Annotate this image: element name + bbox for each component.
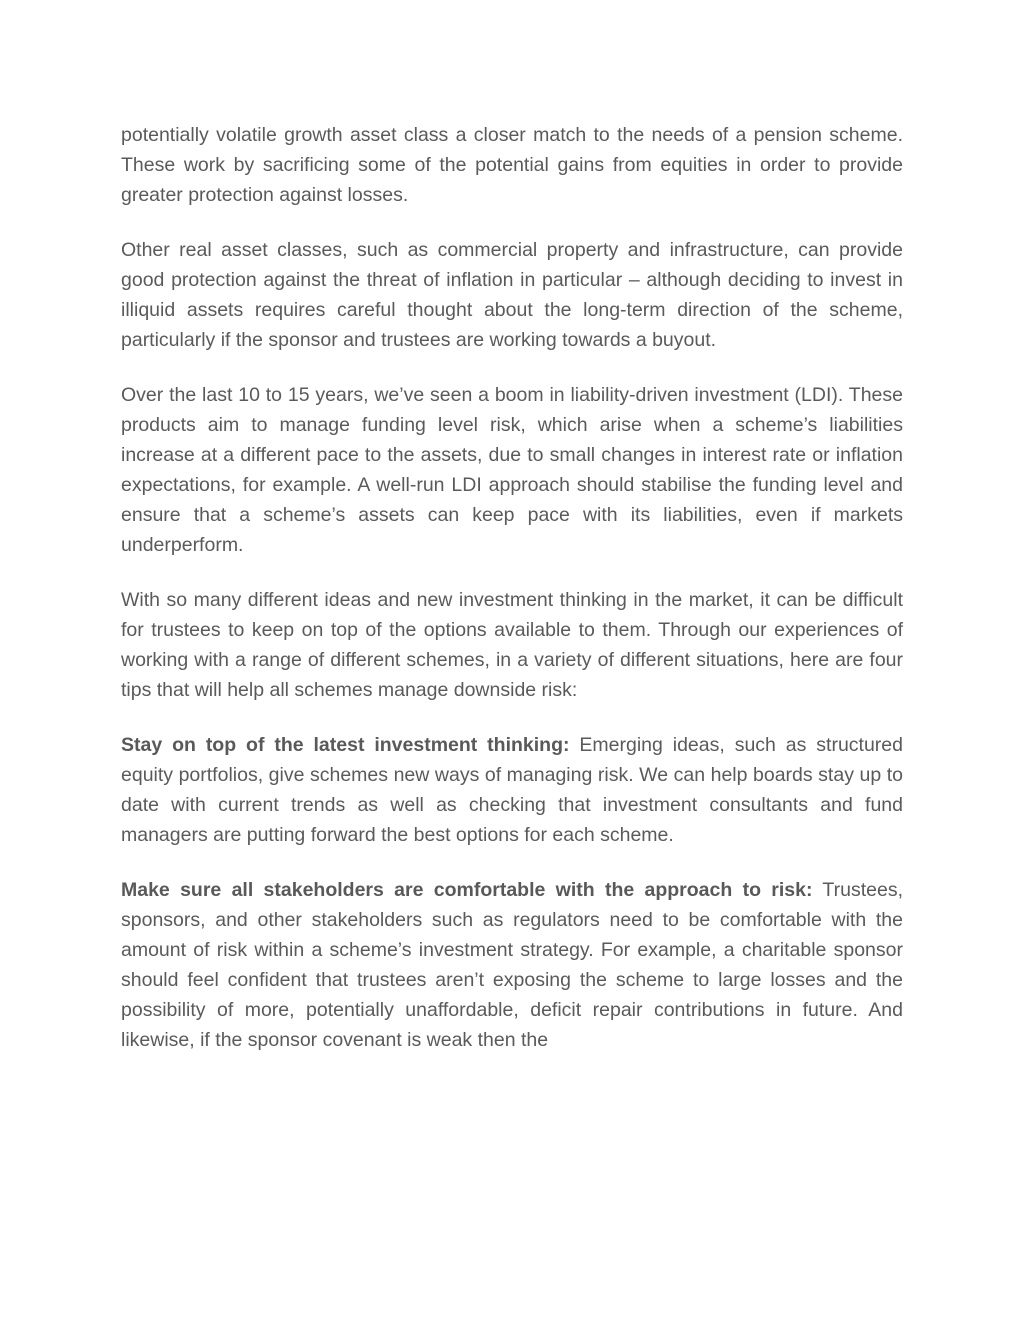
- paragraph: [121, 585, 903, 705]
- paragraph-text: potentially volatile growth asset class a closer match to the needs of a pension scheme. These work by sacrificing some of the potential gains from equities in order to provide greater protection against losses.: [121, 124, 903, 206]
- tip-heading: Make sure all stakeholders are comfortable with the approach to risk:: [121, 879, 813, 901]
- paragraph-text: Emerging ideas, such as structured equity portfolios, give schemes new ways of managing risk. We can help boards stay up to date with current trends as well as checking that investment consultants and fund managers are putting forward the best options for each scheme.: [121, 734, 903, 846]
- paragraph: [121, 235, 903, 355]
- tip-paragraph: [121, 875, 903, 1055]
- tip-heading: Stay on top of the latest investment thinking:: [121, 734, 570, 756]
- paragraph-text: Over the last 10 to 15 years, we’ve seen a boom in liability-driven investment (LDI). These products aim to manage funding level risk, which arise when a scheme’s liabilities increase at a different pace to the assets, due to small changes in interest rate or inflation expectations, for example. A well-run LDI approach should stabilise the funding level and ensure that a scheme’s assets can keep pace with its liabilities, even if markets underperform.: [121, 384, 903, 556]
- tip-paragraph: [121, 730, 903, 850]
- paragraph-text: Trustees, sponsors, and other stakeholders such as regulators need to be comfortable with the amount of risk within a scheme’s investment strategy. For example, a charitable sponsor should feel confident that trustees aren’t exposing the scheme to large losses and the possibility of more, potentially unaffordable, deficit repair contributions in future. And likewise, if the sponsor covenant is weak then the: [121, 879, 903, 1051]
- paragraph: [121, 380, 903, 560]
- paragraph-text: Other real asset classes, such as commercial property and infrastructure, can provide good protection against the threat of inflation in particular – although deciding to invest in illiquid assets requires careful thought about the long-term direction of the scheme, particularly if the sponsor and trustees are working towards a buyout.: [121, 239, 903, 351]
- paragraph-text: With so many different ideas and new investment thinking in the market, it can be difficult for trustees to keep on top of the options available to them. Through our experiences of working with a range of different schemes, in a variety of different situations, here are four tips that will help all schemes manage downside risk:: [121, 589, 903, 701]
- paragraph: [121, 120, 903, 210]
- document-page: [121, 120, 903, 1080]
